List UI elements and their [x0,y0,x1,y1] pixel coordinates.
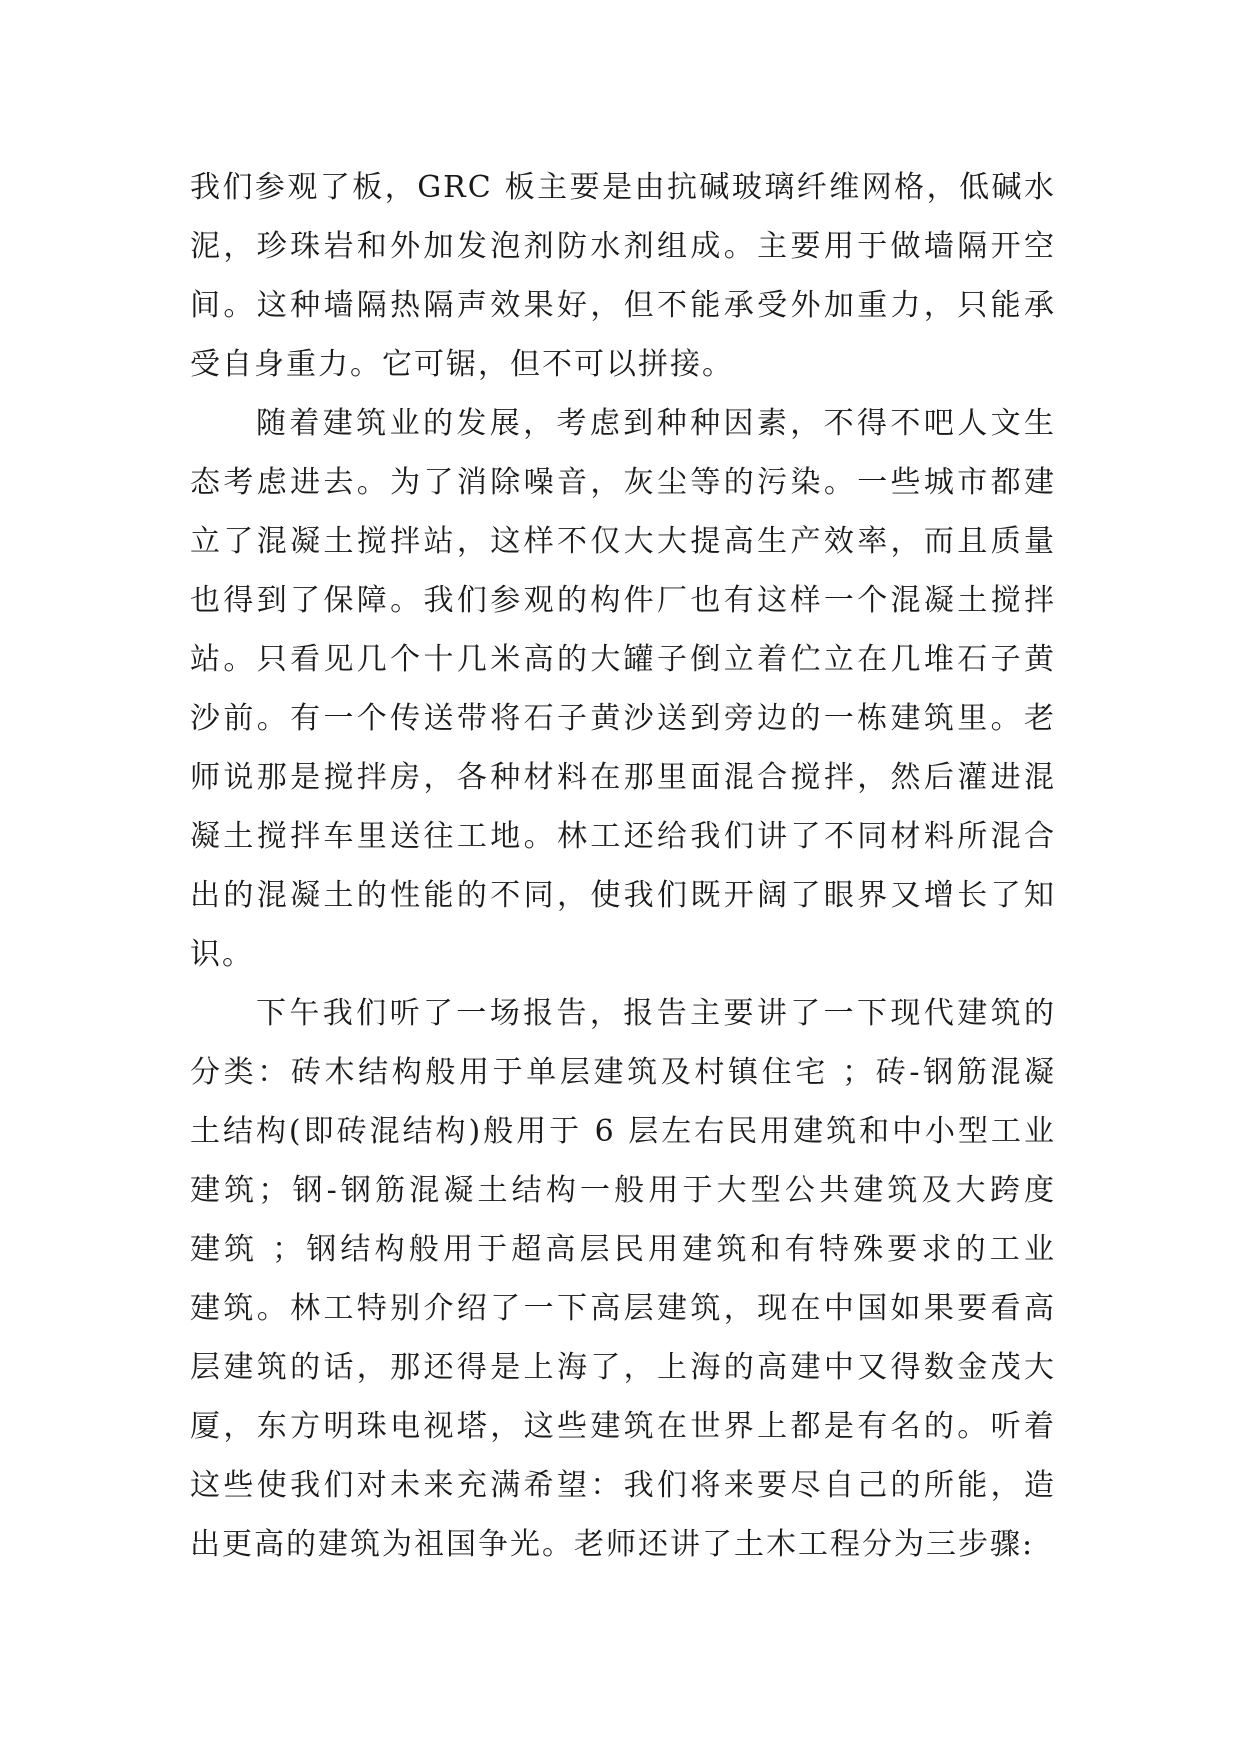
text-line: 沙前。有一个传送带将石子黄沙送到旁边的一栋建筑里。老 [190,701,1056,736]
text-line: 出的混凝土的性能的不同，使我们既开阔了眼界又增长了知 [190,878,1056,913]
paragraph [190,984,1056,1574]
text-line: 土结构(即砖混结构)般用于 6 层左右民用建筑和中小型工业 [190,1114,1056,1149]
text-line: 建筑 ；钢结构般用于超高层民用建筑和有特殊要求的工业 [190,1232,1056,1267]
text-line: 间。这种墙隔热隔声效果好，但不能承受外加重力，只能承 [190,288,1056,323]
text-line: 识。 [190,937,254,972]
text-line: 也得到了保障。我们参观的构件厂也有这样一个混凝土搅拌 [190,583,1056,618]
text-line: 下午我们听了一场报告，报告主要讲了一下现代建筑的 [256,996,1056,1031]
text-line: 我们参观了板，GRC 板主要是由抗碱玻璃纤维网格，低碱水 [190,170,1056,205]
document-body [190,158,1056,1574]
text-line: 出更高的建筑为祖国争光。老师还讲了土木工程分为三步骤: [190,1527,1035,1562]
text-line: 建筑。林工特别介绍了一下高层建筑，现在中国如果要看高 [190,1291,1056,1326]
text-line: 分类：砖木结构般用于单层建筑及村镇住宅 ；砖-钢筋混凝 [190,1055,1056,1090]
text-line: 凝土搅拌车里送往工地。林工还给我们讲了不同材料所混合 [190,819,1056,854]
text-line: 立了混凝土搅拌站，这样不仅大大提高生产效率，而且质量 [190,524,1056,559]
text-line: 泥，珍珠岩和外加发泡剂防水剂组成。主要用于做墙隔开空 [190,229,1056,264]
text-line: 站。只看见几个十几米高的大罐子倒立着伫立在几堆石子黄 [190,642,1056,677]
text-line: 层建筑的话，那还得是上海了，上海的高建中又得数金茂大 [190,1350,1056,1385]
text-line: 这些使我们对未来充满希望：我们将来要尽自己的所能，造 [190,1468,1056,1503]
paragraph [190,158,1056,394]
text-line: 态考虑进去。为了消除噪音，灰尘等的污染。一些城市都建 [190,465,1056,500]
text-line: 厦，东方明珠电视塔，这些建筑在世界上都是有名的。听着 [190,1409,1056,1444]
text-line: 受自身重力。它可锯，但不可以拼接。 [190,347,734,382]
text-line: 建筑；钢-钢筋混凝土结构一般用于大型公共建筑及大跨度 [190,1173,1056,1208]
paragraph [190,394,1056,984]
text-line: 师说那是搅拌房，各种材料在那里面混合搅拌，然后灌进混 [190,760,1056,795]
text-line: 随着建筑业的发展，考虑到种种因素，不得不吧人文生 [256,406,1056,441]
